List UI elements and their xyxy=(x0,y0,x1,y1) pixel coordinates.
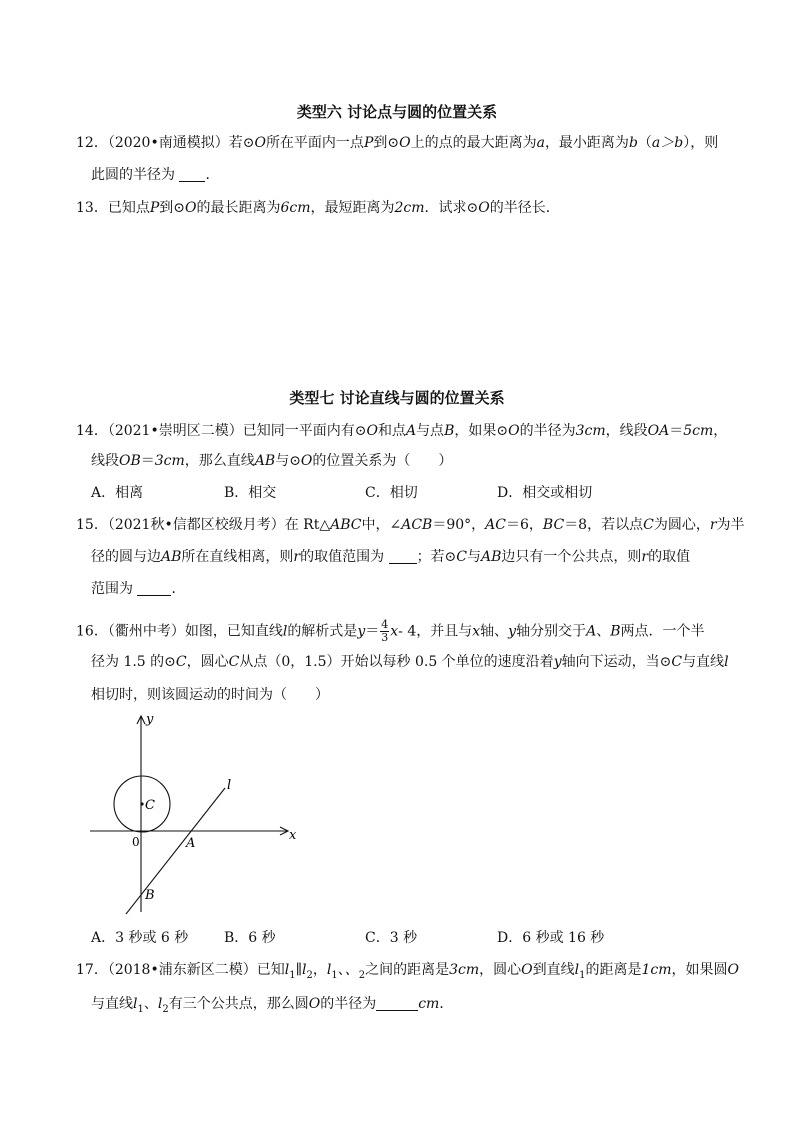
section-title-7: 类型七 讨论直线与圆的位置关系 xyxy=(289,389,505,407)
question-14-line-2: 线段OB＝3cm，那么直线AB与⊙O的位置关系为（ ） xyxy=(91,453,453,469)
question-14-line-1: 14．（2021•崇明区二模）已知同一平面内有⊙O和点A与点B，如果⊙O的半径为3cm，线段OA＝5cm， xyxy=(76,423,728,439)
answer-blank[interactable] xyxy=(179,167,205,182)
question-17-line-1: 17．（2018•浦东新区二模）已知$l_1\parallel l_2$，$l_1$、、$_2$之间的距离是3cm，圆心O到直线$l_1$的距离是1cm，如果圆O xyxy=(76,962,740,981)
answer-blank[interactable] xyxy=(137,581,171,596)
option-14-d[interactable]: D．相交或相切 xyxy=(497,485,593,501)
question-17-line-2: 与直线$l_1$、$l_2$有三个公共点，那么圆O的半径为 cm． xyxy=(91,996,454,1015)
coordinate-figure xyxy=(84,708,314,918)
label-c: C xyxy=(145,798,155,813)
label-a: A xyxy=(186,836,196,851)
question-15-line-1: 15．（2021秋•信都区校级月考）在 Rt△ABC中，∠ACB＝90°，AC＝6，BC＝8，若以点C为圆心，r为半 xyxy=(76,517,745,533)
option-14-b[interactable]: B．相交 xyxy=(224,485,277,501)
label-l: l xyxy=(227,778,232,793)
label-origin: 0 xyxy=(132,835,140,849)
question-16-line-2: 径为 1.5 的⊙C，圆心C从点（0，1.5）开始以每秒 0.5 个单位的速度沿着y轴向下运动，当⊙C与直线l xyxy=(91,654,729,670)
label-x: x xyxy=(289,828,297,843)
label-b: B xyxy=(145,888,155,903)
option-14-a[interactable]: A．相离 xyxy=(91,485,144,501)
question-12-line-1: 12．（2020•南通模拟）若⊙O所在平面内一点P到⊙O上的点的最大距离为a，最小距离为b（a＞b），则 xyxy=(76,135,719,151)
question-15-line-2: 径的圆与边AB所在直线相离，则r的取值范围为 ；若⊙C与AB边只有一个公共点，则r的取值 xyxy=(91,549,691,565)
answer-blank[interactable] xyxy=(389,549,417,564)
question-12-line-2: 此圆的半径为 ． xyxy=(91,167,220,183)
fraction-four-thirds: $\frac{4}{3}$ xyxy=(381,618,389,644)
label-y: y xyxy=(146,712,154,727)
section-title-6: 类型六 讨论点与圆的位置关系 xyxy=(296,103,498,121)
answer-blank[interactable] xyxy=(376,996,418,1011)
option-14-c[interactable]: C．相切 xyxy=(365,485,418,501)
option-16-d[interactable]: D．6 秒或 16 秒 xyxy=(497,930,605,946)
option-16-c[interactable]: C．3 秒 xyxy=(365,930,418,946)
question-16-line-1: 16．（衢州中考）如图，已知直线l的解析式是y＝ $\frac{4}{3}$ x- 4，并且与x轴、y轴分别交于A、B两点．一个半 xyxy=(76,618,705,644)
option-16-b[interactable]: B．6 秒 xyxy=(224,930,276,946)
center-point xyxy=(140,802,143,805)
question-13: 13．已知点P到⊙O的最长距离为6cm，最短距离为2cm．试求⊙O的半径长． xyxy=(76,200,560,216)
question-15-line-3: 范围为 ． xyxy=(91,581,186,597)
question-16-line-3: 相切时，则该圆运动的时间为（ ） xyxy=(91,687,329,703)
option-16-a[interactable]: A．3 秒或 6 秒 xyxy=(91,930,189,946)
